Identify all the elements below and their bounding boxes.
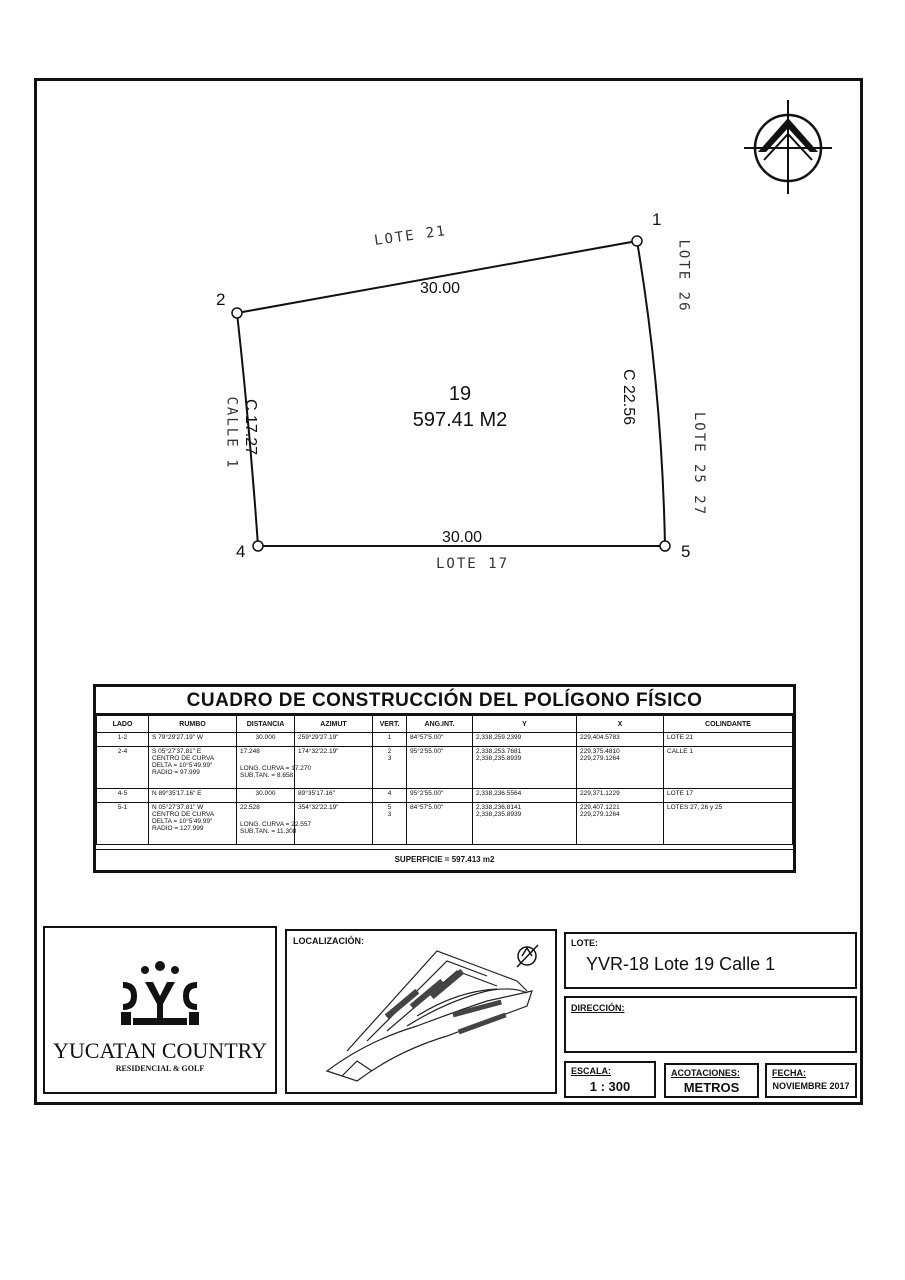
- cell-rumbo: N 05°27'37.81" W CENTRO DE CURVA DELTA = 10°5'49.99" RADIO = 127.999: [149, 803, 237, 845]
- lote-label: LOTE:: [571, 938, 598, 948]
- lote-value: YVR-18 Lote 19 Calle 1: [586, 954, 776, 974]
- header-x: X: [577, 716, 664, 733]
- dimension-left: C 17.27: [242, 398, 260, 456]
- cell-rumbo: S 79°29'27.19" W: [149, 733, 237, 747]
- vertex-label-2: 2: [216, 290, 226, 309]
- cell-lado: 2-4: [97, 747, 149, 789]
- fecha-box: [765, 1063, 857, 1098]
- cell-distancia: 30.000: [237, 789, 295, 803]
- cell-vert: 2 3: [373, 747, 407, 789]
- cell-ang-int: 84°57'5.00": [407, 803, 473, 845]
- brand-subtitle: RESIDENCIAL & GOLF: [115, 1064, 205, 1073]
- cell-x: 229,371.1229: [577, 789, 664, 803]
- lote-box: [564, 932, 857, 989]
- header-colindante: COLINDANTE: [664, 716, 793, 733]
- cell-distancia: 30.000: [237, 733, 295, 747]
- location-label: LOCALIZACIÓN:: [293, 936, 364, 946]
- cell-colindante: LOTE 17: [664, 789, 793, 803]
- location-map: [287, 931, 555, 1091]
- cell-rumbo: N 89°35'17.16" E: [149, 789, 237, 803]
- cell-y: 2,338,253.7681 2,338,235.8939: [473, 747, 577, 789]
- table-row: [97, 803, 793, 845]
- header-lado: LADO: [97, 716, 149, 733]
- cell-lado: 1-2: [97, 733, 149, 747]
- header-vert: VERT.: [373, 716, 407, 733]
- neighbor-bottom: LOTE 17: [436, 556, 510, 572]
- direccion-label: DIRECCIÓN:: [571, 1003, 625, 1013]
- cell-rumbo: S 05°27'37.81" E CENTRO DE CURVA DELTA = 10°5'49.99" RADIO = 97.999: [149, 747, 237, 789]
- cell-azimut: 89°35'17.16": [295, 789, 373, 803]
- neighbor-left: CALLE 1: [223, 396, 240, 470]
- brand-name: YUCATAN COUNTRY: [53, 1038, 267, 1063]
- dimension-right: C 22.56: [620, 368, 638, 426]
- cell-vert: 5 3: [373, 803, 407, 845]
- table-row: [97, 789, 793, 803]
- cell-ang-int: 95°2'55.00": [407, 789, 473, 803]
- table-header-row: [97, 716, 793, 733]
- table-title: CUADRO DE CONSTRUCCIÓN DEL POLÍGONO FÍSICO: [96, 687, 793, 715]
- table-row: [97, 747, 793, 789]
- cell-azimut: 259°29'27.19": [295, 733, 373, 747]
- vertex-label-1: 1: [652, 210, 662, 229]
- cell-ang-int: 95°2'55.00": [407, 747, 473, 789]
- header-azimut: AZIMUT: [295, 716, 373, 733]
- direccion-box: [564, 996, 857, 1053]
- cell-vert: 4: [373, 789, 407, 803]
- header-ang-int: ANG.INT.: [407, 716, 473, 733]
- north-compass-small-icon: [517, 945, 538, 967]
- lot-number: 19: [448, 383, 472, 405]
- dimension-top: 30.00: [420, 280, 461, 297]
- construction-table: [93, 684, 796, 873]
- cell-lado: 5-1: [97, 803, 149, 845]
- escala-value: 1 : 300: [589, 1079, 631, 1094]
- escala-box: [564, 1061, 656, 1098]
- cell-colindante: CALLE 1: [664, 747, 793, 789]
- fecha-label: FECHA:: [772, 1068, 806, 1078]
- header-y: Y: [473, 716, 577, 733]
- cell-lado: 4-5: [97, 789, 149, 803]
- vertex-marker-5: [660, 541, 670, 551]
- dimension-bottom: 30.00: [442, 529, 483, 546]
- vertex-label-4: 4: [236, 542, 246, 561]
- cell-x: 229,407.1221 229,279.1264: [577, 803, 664, 845]
- cell-vert: 1: [373, 733, 407, 747]
- cell-x: 229,404.5783: [577, 733, 664, 747]
- superficie-total: SUPERFICIE = 597.413 m2: [96, 849, 793, 870]
- lot-area: 597.41 M2: [412, 409, 508, 431]
- cell-azimut: 354°32'22.19": [295, 803, 373, 845]
- north-arrow-icon: [744, 100, 832, 194]
- cell-azimut: 174°32'22.19": [295, 747, 373, 789]
- construction-grid: [96, 715, 793, 845]
- cell-y: 2,338,259.2399: [473, 733, 577, 747]
- cell-distancia: 22.528 LONG. CURVA = 22.557 SUB.TAN. = 11.308: [237, 803, 295, 845]
- acotaciones-value: METROS: [683, 1080, 740, 1095]
- header-rumbo: RUMBO: [149, 716, 237, 733]
- vertex-marker-4: [253, 541, 263, 551]
- cell-y: 2,338,236.5564: [473, 789, 577, 803]
- vertex-label-5: 5: [681, 542, 691, 561]
- vertex-marker-1: [632, 236, 642, 246]
- escala-label: ESCALA:: [571, 1066, 611, 1076]
- neighbor-right-upper: LOTE 26: [675, 239, 692, 313]
- neighbor-right-lower: LOTE 25 27: [691, 411, 708, 517]
- table-row: [97, 733, 793, 747]
- cell-colindante: LOTE 21: [664, 733, 793, 747]
- acotaciones-label: ACOTACIONES:: [671, 1068, 740, 1078]
- lot-center-label: [390, 381, 530, 433]
- cell-y: 2,338,236.8141 2,338,235.8939: [473, 803, 577, 845]
- logo-box: [43, 926, 277, 1094]
- vertex-marker-2: [232, 308, 242, 318]
- cell-distancia: 17.248 LONG. CURVA = 17.270 SUB.TAN. = 8.658: [237, 747, 295, 789]
- fecha-value: NOVIEMBRE 2017: [772, 1081, 850, 1091]
- neighbor-top: LOTE 21: [373, 222, 448, 250]
- location-box: [285, 929, 557, 1094]
- header-distancia: DISTANCIA: [237, 716, 295, 733]
- acotaciones-box: [664, 1063, 759, 1098]
- cell-x: 229,375.4810 229,279.1264: [577, 747, 664, 789]
- cell-colindante: LOTES 27, 26 y 25: [664, 803, 793, 845]
- cell-ang-int: 84°57'5.00": [407, 733, 473, 747]
